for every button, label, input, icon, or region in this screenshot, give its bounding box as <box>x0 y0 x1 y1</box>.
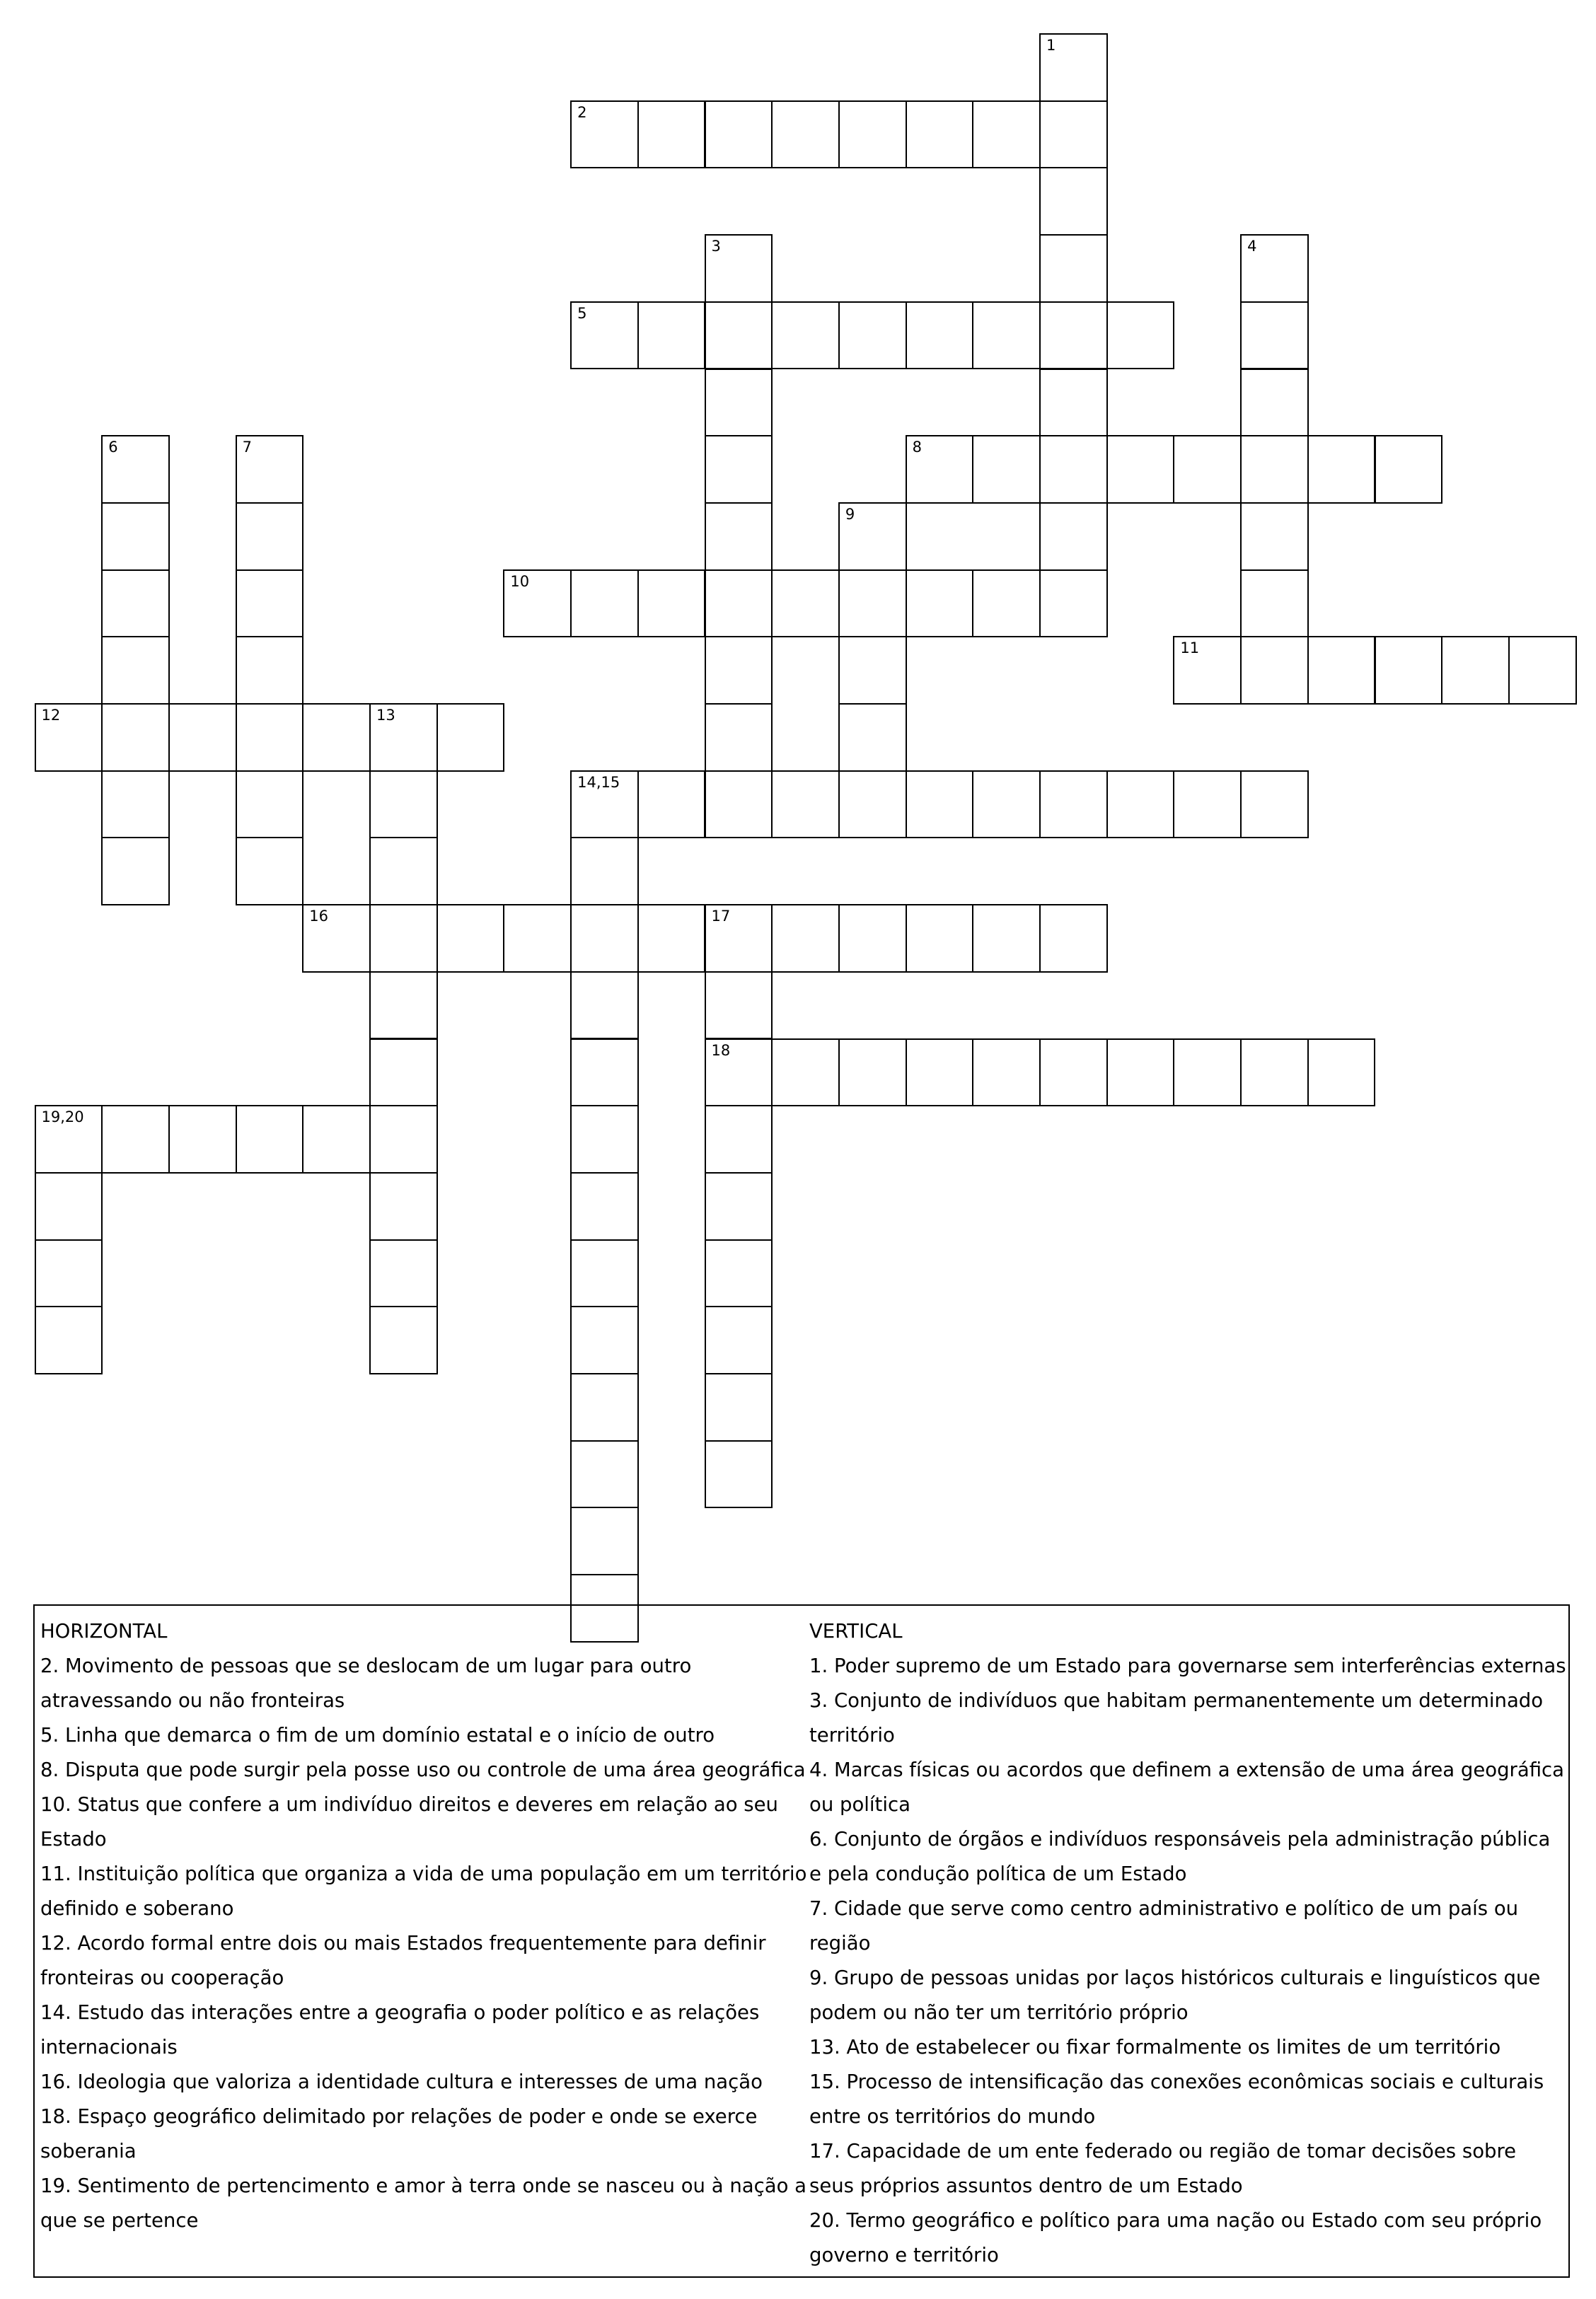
clue-number-label: 7 <box>242 439 252 456</box>
clue-item: 13. Ato de estabelecer ou fixar formalmente os limites de um território <box>809 2036 1501 2058</box>
crossword-cell[interactable] <box>705 1038 773 1107</box>
vertical-clues-title: VERTICAL <box>809 1620 903 1643</box>
crossword-cell[interactable] <box>369 837 438 905</box>
clue-item: 14. Estudo das interações entre a geografia o poder político e as relações internacionais <box>40 2001 760 2058</box>
crossword-cell[interactable] <box>705 1440 773 1509</box>
crossword-cell[interactable] <box>637 770 706 839</box>
crossword-cell[interactable] <box>35 1105 103 1174</box>
crossword-cell[interactable] <box>838 569 907 638</box>
crossword-cell[interactable] <box>369 904 438 973</box>
crossword-cell[interactable] <box>906 100 974 169</box>
clue-item: 7. Cidade que serve como centro administrativo e político de um país ou região <box>809 1897 1519 1955</box>
clue-item: 10. Status que confere a um indivíduo direitos e deveres em relação ao seu Estado <box>40 1793 778 1851</box>
crossword-cell[interactable] <box>838 502 907 571</box>
crossword-cell[interactable] <box>436 904 505 973</box>
crossword-cell[interactable] <box>1039 369 1108 437</box>
crossword-cell[interactable] <box>1039 234 1108 303</box>
crossword-cell[interactable] <box>705 435 773 504</box>
clue-number-label: 18 <box>711 1041 731 1059</box>
clue-number-label: 4 <box>1247 238 1257 255</box>
crossword-cell[interactable] <box>101 703 170 772</box>
crossword-cell[interactable] <box>369 1105 438 1174</box>
crossword-cell[interactable] <box>236 636 304 705</box>
crossword-cell[interactable] <box>369 971 438 1040</box>
crossword-cell[interactable] <box>101 569 170 638</box>
clue-item: 20. Termo geográfico e político para uma nação ou Estado com seu próprio governo e território <box>809 2209 1542 2266</box>
crossword-cell[interactable] <box>838 100 907 169</box>
crossword-cell[interactable] <box>972 770 1041 839</box>
crossword-cell[interactable] <box>705 369 773 437</box>
crossword-cell[interactable] <box>705 770 773 839</box>
crossword-cell[interactable] <box>570 837 639 905</box>
crossword-cell[interactable] <box>705 703 773 772</box>
crossword-cell[interactable] <box>570 1507 639 1575</box>
crossword-cell[interactable] <box>436 703 505 772</box>
clue-item: 16. Ideologia que valoriza a identidade cultura e interesses de uma nação <box>40 2071 763 2093</box>
crossword-cell[interactable] <box>637 569 706 638</box>
crossword-cell[interactable] <box>705 971 773 1040</box>
crossword-cell[interactable] <box>570 1105 639 1174</box>
crossword-cell[interactable] <box>705 904 773 973</box>
crossword-cell[interactable] <box>1106 435 1175 504</box>
crossword-cell[interactable] <box>570 569 639 638</box>
clue-number-label: 2 <box>577 103 587 121</box>
crossword-cell[interactable] <box>570 1306 639 1374</box>
crossword-cell[interactable] <box>570 100 639 169</box>
crossword-cell[interactable] <box>1508 636 1577 705</box>
crossword-cell[interactable] <box>705 1306 773 1374</box>
crossword-cell[interactable] <box>1106 301 1175 370</box>
crossword-cell[interactable] <box>705 301 773 370</box>
clue-number-label: 8 <box>912 439 922 456</box>
crossword-cell[interactable] <box>101 837 170 905</box>
crossword-cell[interactable] <box>906 904 974 973</box>
crossword-cell[interactable] <box>838 636 907 705</box>
crossword-cell[interactable] <box>1173 770 1242 839</box>
crossword-cell[interactable] <box>35 703 103 772</box>
crossword-cell[interactable] <box>168 1105 237 1174</box>
crossword-cell[interactable] <box>1039 167 1108 236</box>
crossword-cell[interactable] <box>1039 1038 1108 1107</box>
crossword-cell[interactable] <box>35 1306 103 1374</box>
crossword-cell[interactable] <box>1173 1038 1242 1107</box>
crossword-cell[interactable] <box>168 703 237 772</box>
clue-item: 18. Espaço geográfico delimitado por relações de poder e onde se exerce soberania <box>40 2105 758 2162</box>
crossword-cell[interactable] <box>972 100 1041 169</box>
clue-number-label: 3 <box>711 238 721 255</box>
crossword-cell[interactable] <box>771 770 840 839</box>
crossword-cell[interactable] <box>1106 770 1175 839</box>
crossword-cell[interactable] <box>771 904 840 973</box>
crossword-cell[interactable] <box>101 770 170 839</box>
crossword-cell[interactable] <box>35 1172 103 1241</box>
crossword-cell[interactable] <box>771 569 840 638</box>
crossword-cell[interactable] <box>1240 234 1309 303</box>
clue-item: 11. Instituição política que organiza a vida de uma população em um território definido e soberano <box>40 1863 807 1920</box>
crossword-cell[interactable] <box>1441 636 1510 705</box>
crossword-cell[interactable] <box>705 569 773 638</box>
crossword-cell[interactable] <box>1240 636 1309 705</box>
clues-box <box>33 1604 1570 2278</box>
crossword-cell[interactable] <box>637 301 706 370</box>
crossword-cell[interactable] <box>1240 369 1309 437</box>
clue-number-label: 10 <box>510 572 530 590</box>
crossword-cell[interactable] <box>771 301 840 370</box>
crossword-cell[interactable] <box>1039 904 1108 973</box>
crossword-cell[interactable] <box>906 569 974 638</box>
crossword-cell[interactable] <box>236 569 304 638</box>
crossword-cell[interactable] <box>570 904 639 973</box>
crossword-cell[interactable] <box>705 502 773 571</box>
crossword-cell[interactable] <box>236 770 304 839</box>
clue-item: 9. Grupo de pessoas unidas por laços históricos culturais e linguísticos que podem ou não ter um território próprio <box>809 1967 1541 2024</box>
clue-item: 5. Linha que demarca o fim de um domínio estatal e o início de outro <box>40 1724 715 1747</box>
crossword-cell[interactable] <box>838 703 907 772</box>
crossword-cell[interactable] <box>236 703 304 772</box>
crossword-cell[interactable] <box>1240 435 1309 504</box>
crossword-cell[interactable] <box>771 1038 840 1107</box>
clue-item: 8. Disputa que pode surgir pela posse uso ou controle de uma área geográfica <box>40 1759 806 1781</box>
crossword-cell[interactable] <box>101 1105 170 1174</box>
crossword-cell[interactable] <box>1240 569 1309 638</box>
crossword-cell[interactable] <box>302 703 371 772</box>
clue-number-label: 5 <box>577 304 587 322</box>
clue-number-label: 1 <box>1046 37 1056 54</box>
crossword-cell[interactable] <box>1039 502 1108 571</box>
crossword-cell[interactable] <box>35 1239 103 1308</box>
crossword-cell[interactable] <box>570 1038 639 1107</box>
crossword-cell[interactable] <box>838 301 907 370</box>
crossword-cell[interactable] <box>705 1105 773 1174</box>
crossword-cell[interactable] <box>236 837 304 905</box>
clue-number-label: 11 <box>1180 639 1200 657</box>
crossword-cell[interactable] <box>369 1239 438 1308</box>
crossword-cell[interactable] <box>1039 569 1108 638</box>
clue-item: 19. Sentimento de pertencimento e amor à terra onde se nasceu ou à nação a que se pertence <box>40 2175 806 2232</box>
crossword-cell[interactable] <box>369 1038 438 1107</box>
crossword-cell[interactable] <box>369 1306 438 1374</box>
clue-number-label: 6 <box>108 439 118 456</box>
crossword-cell[interactable] <box>906 435 974 504</box>
crossword-cell[interactable] <box>369 703 438 772</box>
crossword-cell[interactable] <box>972 435 1041 504</box>
crossword-cell[interactable] <box>236 1105 304 1174</box>
crossword-cell[interactable] <box>570 1373 639 1442</box>
crossword-cell[interactable] <box>1375 435 1443 504</box>
crossword-cell[interactable] <box>570 301 639 370</box>
crossword-cell[interactable] <box>1240 502 1309 571</box>
crossword-cell[interactable] <box>705 636 773 705</box>
clue-number-label: 12 <box>41 707 61 724</box>
crossword-cell[interactable] <box>570 1440 639 1509</box>
clue-number-label: 16 <box>309 908 329 925</box>
crossword-cell[interactable] <box>906 770 974 839</box>
clue-item: 4. Marcas físicas ou acordos que definem a extensão de uma área geográfica ou política <box>809 1759 1564 1816</box>
crossword-cell[interactable] <box>570 1239 639 1308</box>
crossword-cell[interactable] <box>1039 100 1108 169</box>
crossword-cell[interactable] <box>302 904 371 973</box>
crossword-cell[interactable] <box>838 904 907 973</box>
crossword-cell[interactable] <box>369 770 438 839</box>
clue-number-label: 19,20 <box>41 1108 84 1126</box>
clue-item: 12. Acordo formal entre dois ou mais Estados frequentemente para definir fronteiras ou cooperação <box>40 1932 766 1989</box>
clue-number-label: 14,15 <box>577 773 620 791</box>
crossword-cell[interactable] <box>838 770 907 839</box>
crossword-cell[interactable] <box>637 100 706 169</box>
crossword-cell[interactable] <box>1240 301 1309 370</box>
crossword-cell[interactable] <box>101 435 170 504</box>
crossword-cell[interactable] <box>101 636 170 705</box>
clue-item: 1. Poder supremo de um Estado para governarse sem interferências externas <box>809 1655 1566 1677</box>
horizontal-clue-list <box>40 1649 808 2238</box>
vertical-clue-list <box>809 1649 1566 2273</box>
crossword-cell[interactable] <box>1039 301 1108 370</box>
crossword-cell[interactable] <box>705 1373 773 1442</box>
crossword-cell[interactable] <box>705 1172 773 1241</box>
crossword-cell[interactable] <box>1039 770 1108 839</box>
crossword-cell[interactable] <box>771 100 840 169</box>
crossword-cell[interactable] <box>503 904 572 973</box>
clue-item: 15. Processo de intensificação das conexões econômicas sociais e culturais entre os territórios do mundo <box>809 2071 1544 2128</box>
crossword-cell[interactable] <box>1039 33 1108 102</box>
crossword-cell[interactable] <box>570 770 639 839</box>
crossword-cell[interactable] <box>705 234 773 303</box>
crossword-cell[interactable] <box>1307 435 1376 504</box>
crossword-cell[interactable] <box>570 971 639 1040</box>
crossword-cell[interactable] <box>705 100 773 169</box>
crossword-cell[interactable] <box>1307 1038 1376 1107</box>
crossword-cell[interactable] <box>1307 636 1376 705</box>
crossword-cell[interactable] <box>838 1038 907 1107</box>
vertical-clues-column <box>809 1614 1566 2273</box>
crossword-cell[interactable] <box>906 1038 974 1107</box>
crossword-cell[interactable] <box>1039 435 1108 504</box>
crossword-cell[interactable] <box>1173 636 1242 705</box>
crossword-cell[interactable] <box>1173 435 1242 504</box>
clue-item: 2. Movimento de pessoas que se deslocam de um lugar para outro atravessando ou não fronteiras <box>40 1655 692 1712</box>
crossword-cell[interactable] <box>570 1172 639 1241</box>
clue-item: 3. Conjunto de indivíduos que habitam permanentemente um determinado território <box>809 1689 1544 1747</box>
clue-item: 6. Conjunto de órgãos e indivíduos responsáveis pela administração pública e pela condução política de um Estado <box>809 1828 1551 1885</box>
crossword-cell[interactable] <box>236 502 304 571</box>
crossword-cell[interactable] <box>369 1172 438 1241</box>
horizontal-clues-column <box>40 1614 808 2238</box>
crossword-cell[interactable] <box>705 1239 773 1308</box>
crossword-cell[interactable] <box>101 502 170 571</box>
clue-number-label: 9 <box>845 505 855 523</box>
clue-number-label: 17 <box>711 908 731 925</box>
crossword-cell[interactable] <box>302 1105 371 1174</box>
crossword-cell[interactable] <box>1375 636 1443 705</box>
crossword-cell[interactable] <box>1106 1038 1175 1107</box>
crossword-cell[interactable] <box>236 435 304 504</box>
clue-number-label: 13 <box>376 707 395 724</box>
crossword-cell[interactable] <box>972 569 1041 638</box>
crossword-cell[interactable] <box>906 301 974 370</box>
horizontal-clues-title: HORIZONTAL <box>40 1620 168 1643</box>
crossword-cell[interactable] <box>503 569 572 638</box>
crossword-cell[interactable] <box>972 1038 1041 1107</box>
crossword-cell[interactable] <box>637 904 706 973</box>
crossword-cell[interactable] <box>1240 770 1309 839</box>
clue-item: 17. Capacidade de um ente federado ou região de tomar decisões sobre seus próprios assuntos dentro de um Estado <box>809 2140 1517 2197</box>
crossword-cell[interactable] <box>972 904 1041 973</box>
crossword-cell[interactable] <box>1240 1038 1309 1107</box>
crossword-cell[interactable] <box>972 301 1041 370</box>
